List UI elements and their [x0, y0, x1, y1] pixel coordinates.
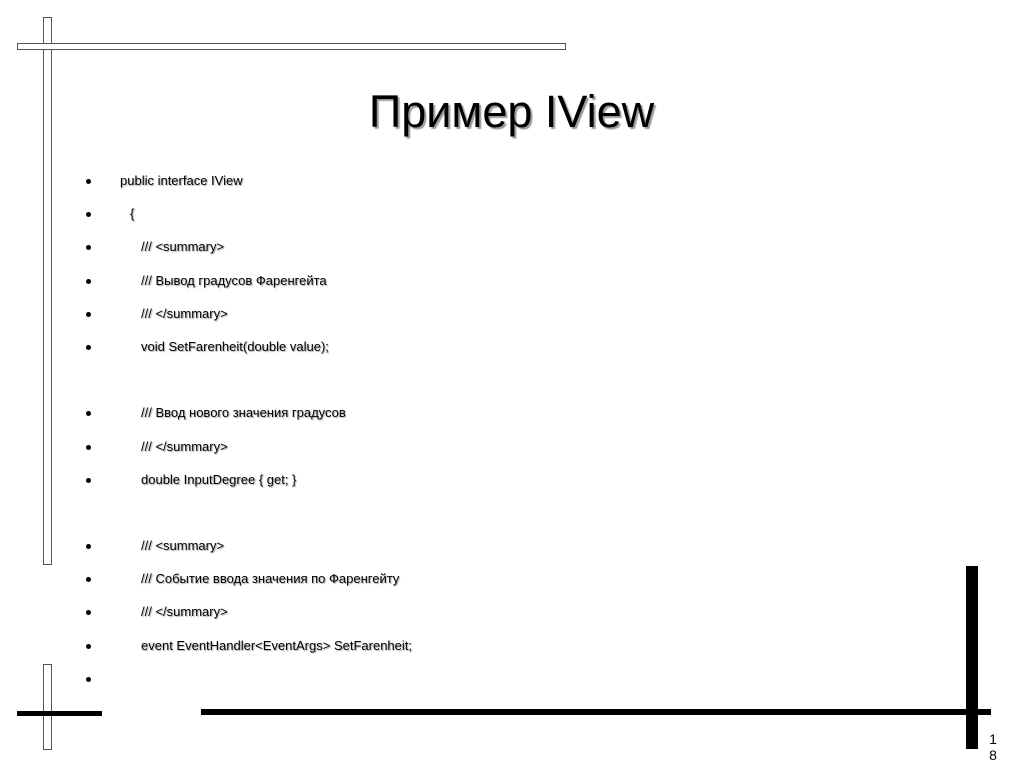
bullet-dot-icon [86, 312, 91, 317]
bullet-dot-icon [86, 245, 91, 250]
bullet-text: event EventHandler<EventArgs> SetFarenheit; [141, 637, 412, 653]
bullet-dot-icon [86, 644, 91, 649]
page-number: 1 8 [989, 731, 997, 763]
bullet-line [86, 369, 946, 402]
bullet-line [86, 668, 946, 701]
bullet-line [86, 535, 946, 568]
bullet-text: public interface IView [120, 173, 243, 188]
bullet-line [86, 203, 946, 236]
bullet-line [86, 270, 946, 303]
bullet-dot-icon [86, 411, 91, 416]
bullet-text: /// Событие ввода значения по Фаренгейту [141, 571, 400, 587]
bullet-text: double InputDegree { get; } [141, 471, 297, 487]
bullet-line [86, 170, 946, 203]
code-bullet-list [86, 170, 946, 701]
bullet-text: /// <summary> [141, 538, 225, 554]
bullet-text: void SetFarenheit(double value); [141, 338, 329, 354]
frame-vertical-line-right [966, 566, 978, 749]
bullet-line [86, 303, 946, 336]
bullet-text: { [130, 206, 135, 222]
bullet-text: /// </summary> [141, 604, 228, 620]
bullet-dot-icon [86, 345, 91, 350]
bullet-dot-icon [86, 279, 91, 284]
bullet-line [86, 469, 946, 502]
frame-horizontal-line-bottom-left [17, 711, 102, 716]
bullet-text: /// </summary> [141, 438, 228, 454]
bullet-line [86, 635, 946, 668]
bullet-text: /// <summary> [141, 239, 225, 255]
bullet-dot-icon [86, 212, 91, 217]
bullet-line [86, 436, 946, 469]
bullet-line [86, 402, 946, 435]
bullet-text: /// Вывод градусов Фаренгейта [141, 272, 327, 288]
bullet-line [86, 236, 946, 269]
bullet-dot-icon [86, 577, 91, 582]
bullet-dot-icon [86, 445, 91, 450]
bullet-dot-icon [86, 179, 91, 184]
bullet-line [86, 502, 946, 535]
bullet-dot-icon [86, 544, 91, 549]
bullet-text: /// </summary> [141, 305, 228, 321]
bullet-line [86, 601, 946, 634]
bullet-dot-icon [86, 677, 91, 682]
bullet-line [86, 336, 946, 369]
bullet-text: /// Ввод нового значения градусов [141, 405, 346, 421]
bullet-dot-icon [86, 610, 91, 615]
bullet-line [86, 568, 946, 601]
slide-title: Пример IView [368, 86, 655, 137]
bullet-dot-icon [86, 478, 91, 483]
frame-horizontal-line-top [17, 43, 566, 50]
frame-horizontal-line-bottom [201, 709, 991, 715]
frame-vertical-line-bottom-left [43, 664, 52, 750]
